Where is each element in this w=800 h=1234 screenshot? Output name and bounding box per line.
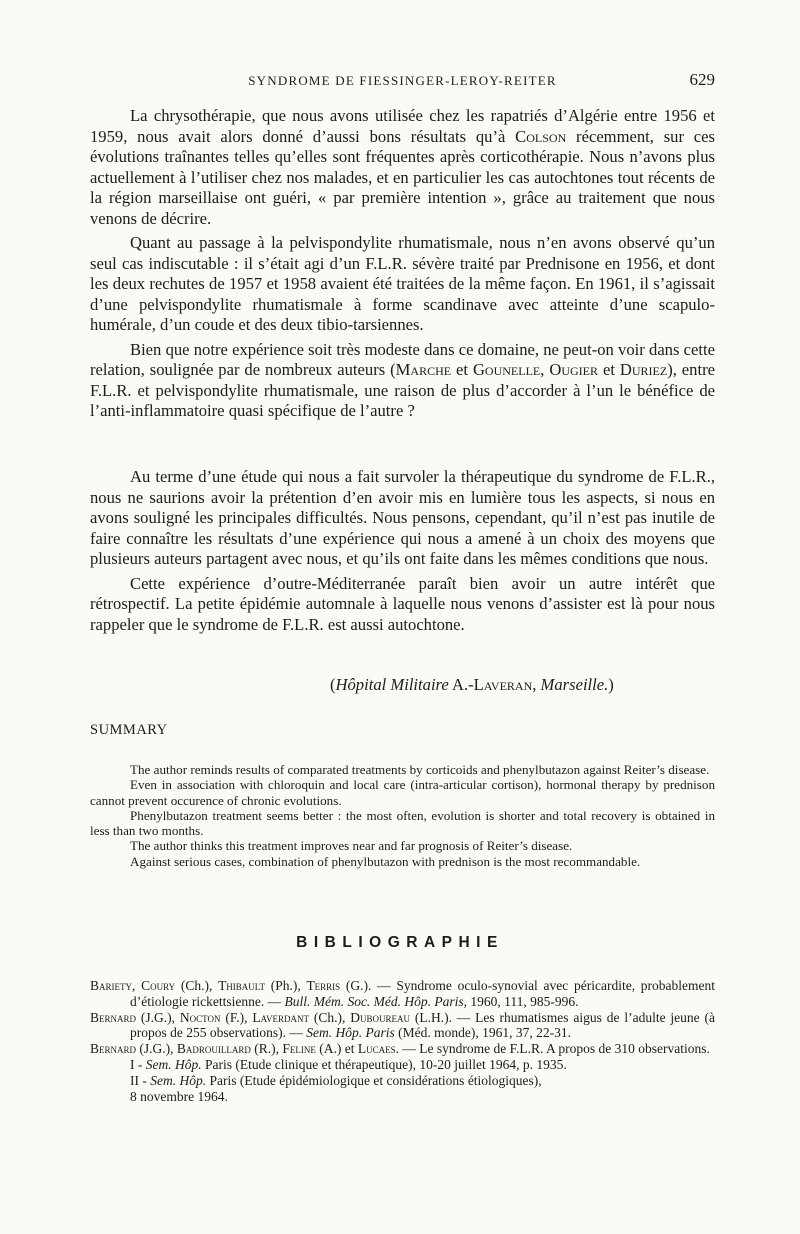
reference-subentry: II - Sem. Hôp. Paris (Etude épidémiologique et considérations étiologiques), [130,1072,542,1088]
summary-paragraph: The author reminds results of comparated treatments by corticoids and phenylbutazon against Reiter’s disease. [130,762,710,777]
summary-paragraph: The author thinks this treatment improves near and far prognosis of Reiter’s disease. [130,838,573,854]
running-header [90,70,715,92]
summary-paragraph: Against serious cases, combination of phenylbutazon with prednison is the most recommandable. [130,853,641,869]
author-name: Gounelle [472,360,541,379]
bibliography-list [90,978,715,1104]
paragraph-relation: Bien que notre expérience soit très modeste dans ce domaine, ne peut-on voir dans cette relation, soulignée par de nombreux auteurs (Marche et Gounelle, Ougier et Duriez), entre F.L.R. et pelvispondylite rhumatismale, une raison de plus d’accorder à l’un le bénéfice de l’anti-inflammatoire quasi spécifique de l’autre ? [90,339,715,420]
paragraph-conclusion: Au terme d’une étude qui nous a fait survoler la thérapeutique du syndrome de F.L.R., nous ne saurions avoir la prétention d’en avoir mis en lumière tous les aspects, si nous en avons souligné les principales difficultés. Nous pensons, cependant, qu’il n’est pas inutile de faire connaître les résultats d’une expérience qui nous a amené à un choix des moyens que plusieurs auteurs partagent avec nous, et qu’ils ont faite dans les mêmes conditions que nous. [90,467,715,568]
author-affiliation: (Hôpital Militaire A.-Laveran, Marseille.) [330,675,614,694]
reference-entry: Bernard (J.G.), Badrouillard (R.), Feline (A.) et Lucaes. — Le syndrome de F.L.R. A propos de 310 observations. [90,1041,710,1057]
author-name: Marche [395,360,452,379]
body-text-conclusion [90,467,715,635]
reference-entry: Bariety, Coury (Ch.), Thibault (Ph.), Terris (G.). — Syndrome oculo-synovial avec péricardite, probablement d’étiologie rickettsienne. — Bull. Mém. Soc. Méd. Hôp. Paris, 1960, 111, 985-996. [90,978,716,1009]
author-name: Ougier [549,360,599,379]
summary-paragraph: Phenylbutazon treatment seems better : the most often, evolution is shorter and total recovery is obtained in less than two months. [90,807,715,839]
bibliography-heading: BIBLIOGRAPHIE [296,934,504,951]
reference-subentry: I - Sem. Hôp. Paris (Etude clinique et thérapeutique), 10-20 juillet 1964, p. 1935. [130,1056,567,1072]
page-number: 629 [689,70,715,89]
paragraph-pelvispondylitis: Quant au passage à la pelvispondylite rhumatismale, nous n’en avons observé qu’un seul cas indiscutable : il s’était agi d’un F.L.R. sévère traité par Prednisone en 1956, et dont les deux rechutes de 1957 et 1958 avaient été traitées de la même façon. En 1961, il s’agissait d’une pelvispondylite rhumatismale à forme scandinave avec atteinte d’une scapulo-humérale, d’un coude et des deux tibio-tarsiennes. [90,233,715,334]
paragraph-autochthonous: Cette expérience d’outre-Méditerranée paraît bien avoir un autre intérêt que rétrospectif. La petite épidémie automnale à laquelle nous venons d’assister est là pour nous rappeler que le syndrome de F.L.R. est aussi autochtone. [90,573,715,634]
body-text-upper [90,106,715,422]
reference-subentry-date: 8 novembre 1964. [130,1088,228,1104]
summary-text [90,762,715,869]
author-name: Colson [515,126,567,146]
summary-heading: SUMMARY [90,722,168,738]
summary-paragraph: Even in association with chloroquin and local care (intra-articular cortison), hormonal therapy by prednison cannot prevent occurence of chronic evolutions. [90,777,715,808]
reference-entry: Bernard (J.G.), Nocton (F.), Laverdant (Ch.), Duboureau (L.H.). — Les rhumatismes aigus de l’adulte jeune (à propos de 255 observations). — Sem. Hôp. Paris (Méd. monde), 1961, 37, 22-31. [90,1009,716,1041]
paragraph-chrysotherapy: La chrysothérapie, que nous avons utilisée chez les rapatriés d’Algérie entre 1956 et 1959, nous avait alors donné d’aussi bons résultats qu’à Colson récemment, sur ces évolutions traînantes telles qu’elles sont fréquentes après corticothérapie. Nous n’avons plus actuellement à l’utiliser chez nos malades, et en particulier les cas autochtones tout récents de la région marseillaise ont guéri, « par première intention », grâce au traitement que nous venons de décrire. [90,106,716,228]
running-title: SYNDROME DE FIESSINGER-LEROY-REITER [248,73,557,88]
author-name: Duriez [619,360,668,379]
